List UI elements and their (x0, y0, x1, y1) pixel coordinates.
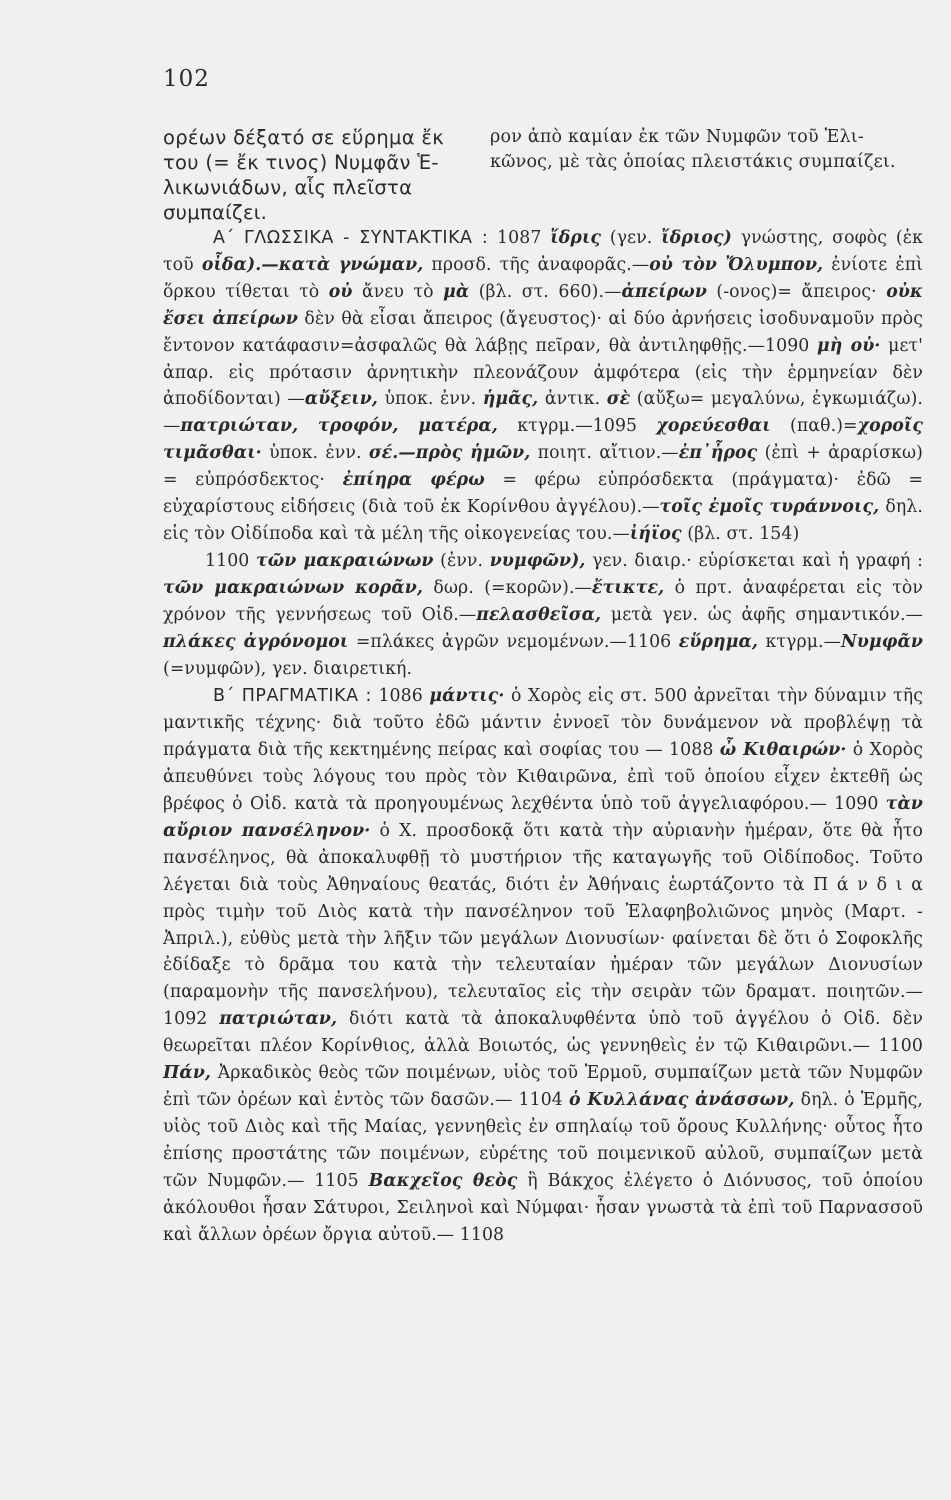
section-a-paragraph: Α΄ ΓΛΩΣΣΙΚΑ - ΣΥΝΤΑΚΤΙΚΑ : 1087 ἴδρις (γεν. ἴδριος) γνώστης, σοφὸς (ἐκ τοῦ οἶδα).—κατὰ γνώμαν, προσδ. τῆς ἀναφορᾶς.—οὐ τὸν Ὄλυμπον, ἐνίοτε ἐπὶ ὅρκου τίθεται τὸ οὐ ἄνευ τὸ μὰ (βλ. στ. 660).—ἀπείρων (-ονος)= ἄπειρος· οὐκ ἔσει ἀπείρων δὲν θὰ εἶσαι ἄπειρος (ἄγευστος)· αἱ δύο ἀρνήσεις ἰσοδυναμοῦν πρὸς ἔντονον κατάφασιν=ἀσφαλῶς θὰ λάβῃς πεῖραν, θὰ ἀντιληφθῇς.—1090 μὴ οὐ· μετ' ἀπαρ. εἰς πρότασιν ἀρνητικὴν πλεονάζουν ἀμφότερα (εἰς τὴν ἑρμηνείαν δὲν ἀποδίδονται) —αὔξειν, ὑποκ. ἐνν. ἡμᾶς, ἀντικ. σὲ (αὔξω= μεγαλύνω, ἐγκωμιάζω).—πατριώταν, τροφόν, ματέρα, κτγρμ.—1095 χορεύεσθαι (παθ.)=χοροῖς τιμᾶσθαι· ὑποκ. ἐνν. σέ.—πρὸς ἡμῶν, ποιητ. αἴτιον.—ἐπ᾽ἦρος (ἐπὶ + ἀραρίσκω) = εὐπρόσδεκτος· ἐπίηρα φέρω = φέρω εὐπρόσδεκτα (πράγματα)· ἐδῶ = εὐχαρίστους εἰδήσεις (διὰ τοῦ ἐκ Κορίνθου ἀγγέλου).—τοῖς ἐμοῖς τυράννοις, δηλ. εἰς τὸν Οἰδίποδα καὶ τὰ μέλη τῆς οἰκογενείας του.—ἰήϊος (βλ. στ. 154) (163, 228, 924, 544)
lemma: πατριώταν, τροφόν, ματέρα, (180, 416, 498, 437)
commentary (163, 225, 923, 1248)
greek-original-verse (163, 125, 481, 225)
lemma: σὲ (606, 389, 631, 410)
verse-text: ορέων δέξατό σε εὕρημα ἔκ του (= ἔκ τινος) Νυμφᾶν Ἑ- λικωνιάδων, αἷς πλεῖστα συμπαίζει. (163, 126, 444, 224)
lemma: ἴδρις (550, 228, 602, 248)
lemma: ἡμᾶς, (482, 389, 539, 410)
translation-text: ρον ἀπὸ καμίαν ἐκ τῶν Νυμφῶν τοῦ Ἑλι- κῶνος, μὲ τὰς ὁποίας πλειστάκις συμπαίζει. (490, 127, 896, 172)
lemma: ἐπ᾽ἦρος (678, 443, 758, 464)
section-b-paragraph: Β΄ ΠΡΑΓΜΑΤΙΚΑ : 1086 μάντις· ὁ Χορὸς εἰς στ. 500 ἀρνεῖται τὴν δύναμιν τῆς μαντικῆς τέχνης· διὰ τοῦτο ἐδῶ μάντιν ἐννοεῖ τὸν δυνάμενον νὰ προβλέψῃ τὰ πράγματα διὰ τῆς κεκτημένης πείρας καὶ σοφίας του — 1088 ὦ Κιθαιρών· ὁ Χορὸς ἀπευθύνει τοὺς λόγους του πρὸς τὸν Κιθαιρῶνα, ἐπὶ τοῦ ὁποίου εἶχεν ἐκτεθῆ ὡς βρέφος ὁ Οἰδ. κατὰ τὰ προηγουμένως λεχθέντα ὑπὸ τοῦ ἀγγελιαφόρου.— 1090 τὰν αὔριον πανσέληνον· ὁ Χ. προσδοκᾷ ὅτι κατὰ τὴν αὐριανὴν ἡμέραν, ὅτε θὰ ἦτο πανσέληνος, θὰ ἀποκαλυφθῇ τὸ μυστήριον τῆς καταγωγῆς τοῦ Οἰδίποδος. Τοῦτο λέγεται διὰ τοὺς Ἀθηναίους θεατάς, διότι ἐν Ἀθήναις ἑωρτάζοντο τὰ Π ά ν δ ι α πρὸς τιμὴν τοῦ Διὸς κατὰ τὴν πανσέληνον τοῦ Ἐλαφηβολιῶνος μηνὸς (Μαρτ. - Ἀπριλ.), εὐθὺς μετὰ τὴν λῆξιν τῶν μεγάλων Διονυσίων· φαίνεται δὲ ὅτι ὁ Σοφοκλῆς ἐδίδαξε τὸ δρᾶμα του κατὰ τὴν τελευταίαν ἡμέραν τῶν μεγάλων Διονυσίων (παραμονὴν τῆς πανσελήνου), τελευταῖος εἰς τὴν σειρὰν τῶν δραματ. ποιητῶν.— 1092 πατριώταν, διότι κατὰ τὰ ἀποκαλυφθέντα ὑπὸ τοῦ ἀγγέλου ὁ Οἰδ. δὲν θεωρεῖται πλέον Κορίνθιος, ἀλλὰ Βοιωτός, ὡς γεννηθεὶς ἐν τῷ Κιθαιρῶνι.— 1100 Πάν, Ἀρκαδικὸς θεὸς τῶν ποιμένων, υἱὸς τοῦ Ἑρμοῦ, συμπαίζων μετὰ τῶν Νυμφῶν ἐπὶ τῶν ὀρέων καὶ ἐντὸς τῶν δασῶν.— 1104 ὁ Κυλλάνας ἀνάσσων, δηλ. ὁ Ἑρμῆς, υἱὸς τοῦ Διὸς καὶ τῆς Μαίας, γεννηθεὶς ἐν σπηλαίῳ τοῦ ὄρους Κυλλήνης· οὗτος ἦτο ἐπίσης προστάτης τῶν ποιμένων, εὑρέτης τοῦ ποιμενικοῦ αὐλοῦ, συμπαίζων μετὰ τῶν Νυμφῶν.— 1105 Βακχεῖος θεὸς ἢ Βάκχος ἐλέγετο ὁ Διόνυσος, τοῦ ὁποίου ἀκόλουθοι ἦσαν Σάτυροι, Σειληνοὶ καὶ Νύμφαι· ἦσαν γνωστὰ τὰ ἐπὶ τοῦ Παρνασσοῦ καὶ ἄλλων ὀρέων ὄργια αὐτοῦ.— 1108 (163, 686, 924, 1245)
lemma: μὰ (443, 281, 470, 302)
section-a-title: Α΄ ΓΛΩΣΣΙΚΑ - ΣΥΝΤΑΚΤΙΚΑ : (213, 228, 489, 248)
lemma: τῶν μακραιώνων (256, 550, 434, 571)
lemma: πατριώταν, (219, 1009, 338, 1030)
lemma: ἴδριος) (661, 228, 732, 248)
lemma: τῶν μακραιώνων κορᾶν, (163, 577, 423, 598)
lemma: μάντις· (429, 686, 505, 707)
lemma: ἀπείρων (621, 281, 707, 302)
lemma: εὕρημα, (678, 631, 758, 652)
lemma: τὰν αὔριον πανσέληνον· (163, 794, 923, 841)
lemma: Πάν, (163, 1063, 212, 1084)
section-a-continuation: 1100 τῶν μακραιώνων (ἐνν. νυμφῶν), γεν. διαιρ.· εὑρίσκεται καὶ ἡ γραφή : τῶν μακραιώνων κορᾶν, δωρ. (=κορῶν).—ἔτικτε, ὁ πρτ. ἀναφέρεται εἰς τὸν χρόνον τῆς γεννήσεως τοῦ Οἰδ.—πελασθεῖσα, μετὰ γεν. ὡς ἀφῆς σημαντικόν.—πλάκες ἀγρόνομοι =πλάκες ἀγρῶν νεμομένων.—1106 εὕρημα, κτγρμ.—Νυμφᾶν (=νυμφῶν), γεν. διαιρετική. (163, 550, 923, 679)
lemma: αὔξειν, (304, 389, 378, 410)
lemma: οὐ (328, 281, 353, 302)
lemma: Βακχεῖος θεὸς (368, 1170, 518, 1191)
verse-translation (490, 125, 920, 175)
lemma: σέ.—πρὸς ἡμῶν, (368, 443, 531, 464)
lemma: ἐπίηρα φέρω (342, 470, 485, 491)
lemma: οὐκ ἔσει ἀπείρων (163, 281, 923, 329)
lemma: μὴ οὐ· (817, 335, 881, 356)
lemma: πλάκες ἀγρόνομοι (163, 631, 349, 652)
page-number: 102 (163, 66, 210, 92)
lemma: τοῖς ἐμοῖς τυράννοις, (659, 497, 880, 518)
lemma: ἰήϊος (629, 523, 682, 544)
section-b-title: Β΄ ΠΡΑΓΜΑΤΙΚΑ : (213, 686, 372, 707)
lemma: χοροῖς τιμᾶσθαι· (163, 416, 924, 464)
lemma: οὐ τὸν Ὄλυμπον, (649, 254, 824, 275)
lemma: Νυμφᾶν (841, 631, 923, 652)
spaced-word: Π ά ν δ ι α (813, 874, 923, 895)
lemma: οἶδα).—κατὰ γνώμαν, (201, 254, 424, 275)
lemma: ἔτικτε, (591, 577, 665, 598)
lemma: ὦ Κιθαιρών· (719, 740, 847, 761)
lemma: χορεύεσθαι (656, 416, 771, 437)
lemma: πελασθεῖσα, (476, 604, 602, 625)
lemma: ὁ Κυλλάνας ἀνάσσων, (569, 1090, 795, 1110)
lemma: νυμφῶν), (489, 550, 586, 571)
